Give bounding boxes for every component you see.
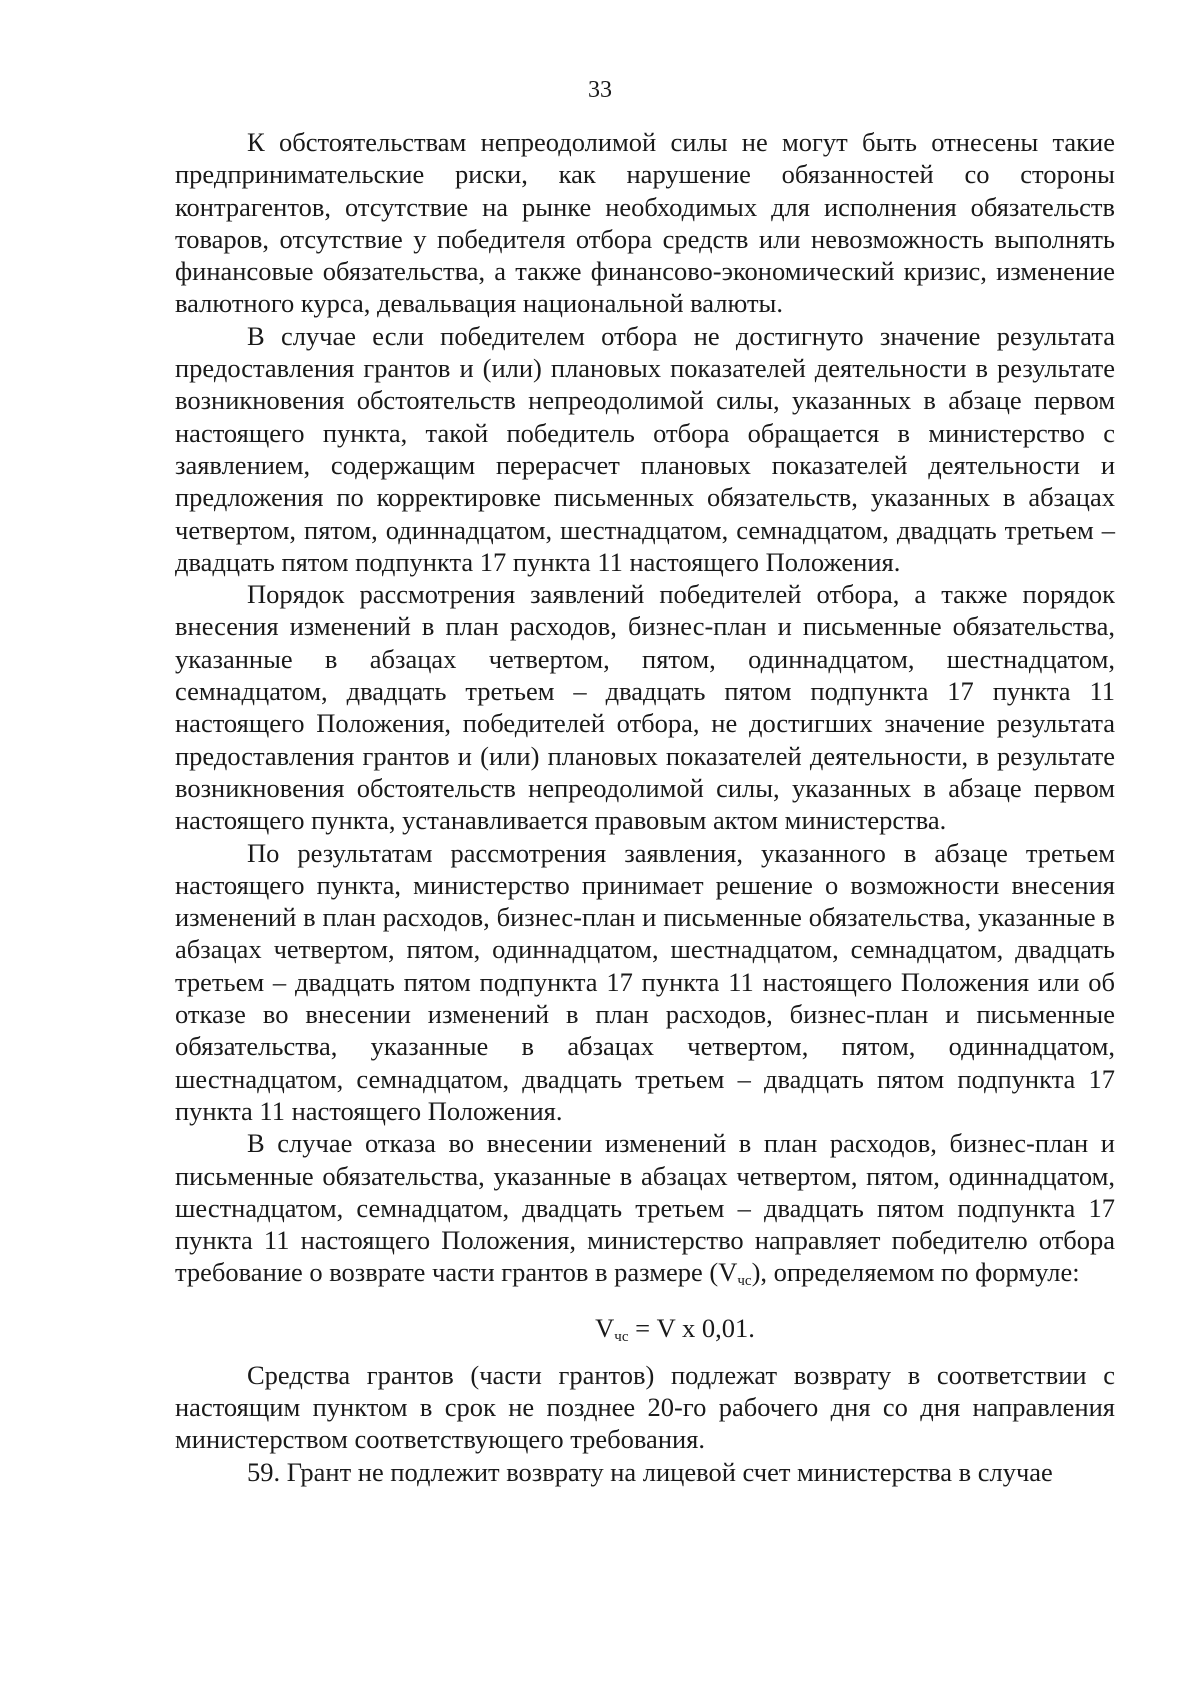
refusal-tail: ), определяемом по формуле: — [751, 1257, 1080, 1288]
formula-left: V — [595, 1312, 615, 1343]
paragraph-review-procedure: Порядок рассмотрения заявлений победителей отбора, а также порядок внесения изменений в план расходов, бизнес-план и письменные обязательства, указанные в абзацах четвертом, пятом, одиннадцатом, шестнадцатом, семнадцатом, двадцать третьем – двадцать пятом подпункта 17 пункта 11 настоящего Положения, победителей отбора, не достигших значение результата предоставления грантов и (или) плановых показателей деятельности, в результате возникновения обстоятельств непреодолимой силы, указанных в абзаце первом настоящего пункта, устанавливается правовым актом министерства. — [175, 579, 1115, 836]
paragraph-force-majeure-exclusions: К обстоятельствам непреодолимой силы не могут быть отнесены такие предпринимательские риски, как нарушение обязанностей со стороны контрагентов, отсутствие на рынке необходимых для исполнения обязательств товаров, отсутствие у победителя отбора средств или невозможность выполнять финансовые обязательства, а также финансово-экономический кризис, изменение валютного курса, девальвация национальной валюты. — [175, 127, 1115, 319]
repayment-formula — [175, 1312, 1115, 1353]
paragraph-refusal-repayment — [175, 1127, 1115, 1297]
paragraph-application-to-ministry: В случае если победителем отбора не достигнуто значение результата предоставления грантов и (или) плановых показателей деятельности в результате возникновения обстоятельств непреодолимой силы, указанных в абзаце первом настоящего пункта, такой победитель отбора обращается в министерство с заявлением, содержащим перерасчет плановых показателей деятельности и предложения по корректировке письменных обязательств, указанных в абзацах четвертом, пятом, одиннадцатом, шестнадцатом, семнадцатом, двадцать третьем – двадцать пятом подпункта 17 пункта 11 настоящего Положения. — [175, 320, 1115, 577]
refusal-subscript: чс — [737, 1273, 752, 1290]
paragraph-59: 59. Грант не подлежит возврату на лицевой счет министерства в случае — [247, 1456, 1053, 1487]
page-number: 33 — [588, 77, 612, 103]
formula-right: = V x 0,01. — [628, 1312, 755, 1343]
document-body — [175, 126, 1115, 1488]
refusal-text: В случае отказа во внесении изменений в план расходов, бизнес-план и письменные обязательства, указанные в абзацах четвертом, пятом, одиннадцатом, шестнадцатом, семнадцатом, двадцать третьем – двадцать пятом подпункта 17 пункта 11 настоящего Положения, министерство направляет победителю отбора требование о возврате части грантов в размере (V — [175, 1128, 1115, 1288]
paragraph-ministry-decision: По результатам рассмотрения заявления, указанного в абзаце третьем настоящего пункта, министерство принимает решение о возможности внесения изменений в план расходов, бизнес-план и письменные обязательства, указанные в абзацах четвертом, пятом, одиннадцатом, шестнадцатом, семнадцатом, двадцать третьем – двадцать пятом подпункта 17 пункта 11 настоящего Положения или об отказе во внесении изменений в план расходов, бизнес-план и письменные обязательства, указанные в абзацах четвертом, пятом, одиннадцатом, шестнадцатом, семнадцатом, двадцать третьем – двадцать пятом подпункта 17 пункта 11 настоящего Положения. — [175, 837, 1115, 1126]
formula-left-subscript: чс — [614, 1328, 629, 1345]
paragraph-repayment-deadline: Средства грантов (части грантов) подлежат возврату в соответствии с настоящим пунктом в срок не позднее 20-го рабочего дня со дня направления министерством соответствующего требования. — [175, 1359, 1115, 1455]
